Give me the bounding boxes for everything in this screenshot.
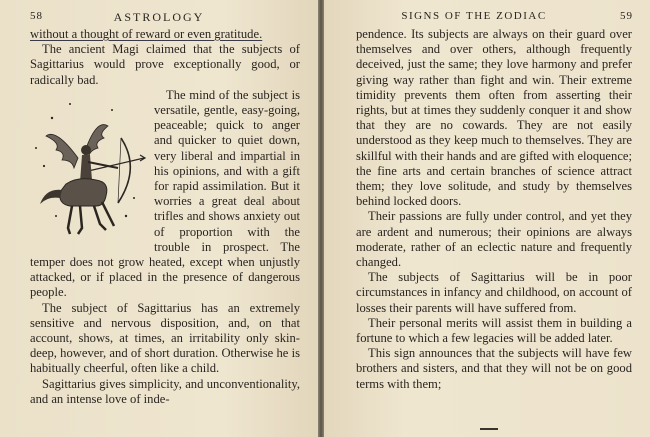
paragraph: The mind of the subject is versatile, gentle, easy-going, peaceable; quick to anger and quicker to quiet down, very liberal and impartial in his opinions, and with a gift for rapid assimilation. But it worries a great deal about trifles and shows anxiety out of proportion with the trouble in prospect. The temper does not grow heated, except when unjustly attacked, or if placed in the presence of dangerous people. <box>30 87 300 300</box>
page-number: 59 <box>620 10 633 22</box>
paragraph: Their passions are fully under control, and yet they are ardent and numerous; their opinions are always moderate, rather of an eclectic nature and frequently changed. <box>356 209 632 270</box>
paragraph: without a thought of reward or even gratitude. <box>30 27 263 41</box>
paragraph: The subject of Sagittarius has an extremely sensitive and nervous disposition, and, on that account, shows, at times, an irritability only skin-deep, however, and of short duration. Otherwise he is habitually cheerful, often like a child. <box>30 300 300 376</box>
left-page <box>0 0 318 437</box>
left-page-body <box>30 27 300 407</box>
page-end-mark <box>480 428 498 430</box>
paragraph: Their personal merits will assist them in building a fortune to which a few legacies will be added later. <box>356 315 632 346</box>
sagittarius-illustration <box>26 88 148 250</box>
right-page-body <box>356 27 632 392</box>
paragraph: This sign announces that the subjects will have few brothers and sisters, and that they will not be on good terms with them; <box>356 346 632 391</box>
page-number: 58 <box>30 10 43 22</box>
running-head: SIGNS OF THE ZODIAC <box>401 10 547 22</box>
paragraph: The subjects of Sagittarius will be in poor circumstances in infancy and childhood, on account of losses their parents will have suffered from. <box>356 270 632 315</box>
paragraph: The ancient Magi claimed that the subjects of Sagittarius would prove exceptionally good, or radically bad. <box>30 42 300 87</box>
paragraph: pendence. Its subjects are always on their guard over themselves and over others, although frequently deceived, just the same; they love harmony and prefer giving way rather than fight and win. Their extreme timidity prevents them often from asserting their rights, but at times they suddenly conquer it and show that they are no cowards. They are not easily understood as they keep much to themselves. They are skillful with their hands and are gifted with eloquence; the fine arts and certain branches of science attract them; they love solitude, and study by themselves behind locked doors. <box>356 27 632 209</box>
running-head: ASTROLOGY <box>113 10 205 24</box>
right-page <box>324 0 650 437</box>
centaur-archer-icon <box>26 88 148 250</box>
paragraph: Sagittarius gives simplicity, and unconventionality, and an intense love of inde- <box>30 376 300 406</box>
